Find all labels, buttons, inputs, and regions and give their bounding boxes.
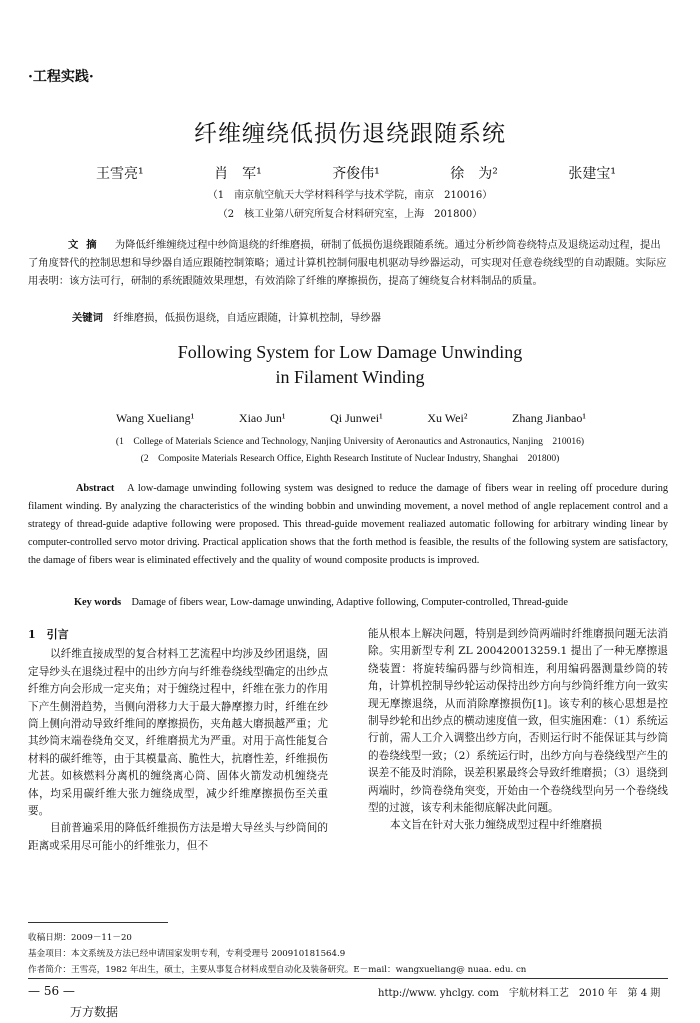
footnotes (28, 930, 668, 978)
keywords-cn-text: 纤维磨损，低损伤退绕，自适应跟随，计算机控制，导纱器 (113, 312, 381, 324)
affiliation-en: (1 College of Materials Science and Technology, Nanjing University of Aeronautics and Astronautics, Nanjing 210016) (115, 437, 585, 447)
body-column-right (368, 626, 668, 835)
journal-info: http://www. yhclgy. com 宇航材料工艺 2010 年 第 4 期 (378, 988, 661, 999)
section-heading: 1 引言 (28, 628, 69, 641)
title-chinese: 纤维缠绕低损伤退绕跟随系统 (194, 121, 506, 147)
keywords-en-label: Key words (74, 597, 122, 608)
author-cn: 齐俊伟¹ (332, 166, 380, 182)
body-column-left (28, 626, 328, 855)
watermark-text: 万方数据 (70, 1005, 119, 1019)
affiliation-cn: （2 核工业第八研究所复合材料研究室，上海 201800） (217, 209, 483, 220)
affiliation-cn: （1 南京航空航天大学材料科学与技术学院，南京 210016） (207, 190, 493, 201)
author-cn: 徐 为² (450, 166, 498, 182)
author-cn: 张建宝¹ (568, 166, 616, 182)
author-cn: 王雪亮¹ (96, 166, 144, 182)
affiliation-en: (2 Composite Materials Research Office, Eighth Research Institute of Nuclear Industry, Shanghai 201800) (140, 454, 560, 464)
footnote: 收稿日期：2009－11－20 (28, 933, 132, 943)
author-en: Qi Junwei¹ (330, 411, 383, 425)
keywords-cn-label: 关键词 (72, 312, 103, 324)
body-paragraph: 本文旨在针对大张力缠绕成型过程中纤维磨损 (390, 819, 602, 832)
abstract-en-label: Abstract (76, 483, 115, 494)
keywords-chinese (72, 309, 672, 324)
abstract-en-text: A low-damage unwinding following system was designed to reduce the damage of fibers wear in reeling off procedure during filament winding. By analyzing the characteristics of the winding bobbin and unwinding movement, a novel method of angle replacement control and a strategy of thread-guide adaptive following were proposed. This thread-guide movement realiazed automatic following for arbitrary winding linear by computer-controlled servo motor driving. Practical application shows that the forth method is feasible, the results of the following system are satisfactory, the damage of fibers wear is eliminated effectively and the quality of wound composite products is improved. (28, 483, 669, 566)
author-cn: 肖 军¹ (214, 166, 262, 182)
abstract-english (28, 480, 668, 570)
section-tag: ·工程实践· (28, 69, 94, 85)
body-paragraph: 目前普遍采用的降低纤维损伤方法是增大导丝头与纱筒间的距离或采用尽可能小的纤维张力，但不 (28, 822, 328, 852)
author-en: Xu Wei² (427, 411, 468, 425)
abstract-cn-text: 为降低纤维缠绕过程中纱筒退绕的纤维磨损，研制了低损伤退绕跟随系统。通过分析纱筒卷绕特点及退绕运动过程，提出了角度替代的控制思想和导纱器自适应跟随控制策略；通过计算机控制伺服电机驱动导纱器运动，可实现对任意卷绕线型的自动跟随。实际应用表明：该方法可行，研制的系统跟随效果理想，有效消除了纤维的摩擦损伤，提高了缠绕复合材料制品的质量。 (28, 239, 667, 287)
authors-english (116, 411, 586, 426)
footer-divider (28, 978, 668, 979)
body-paragraph: 能从根本上解决问题，特别是到纱筒两端时纤维磨损问题无法消除。实用新型专利 ZL 200420013259.1 提出了一种无摩擦退绕装置：将旋转编码器与纱筒相连，利用编码器测量纱筒的转角，计算机控制导纱轮运动保持出纱方向与纱筒纤维方向一致实现无摩擦退绕，从而消除摩擦损伤[1]。该专利的核心思想是控制导纱轮和出纱点的横动速度值一致，但实施困难：（1）系统运行前，需人工介入调整出纱方向，否则运行时不能保证其与纱筒的卷绕线型一致；（2）系统运行时，出纱方向与卷绕线型产生的误差不能及时消除，误差积累最终会导致纤维磨损；（3）退绕到两端时，纱筒卷绕角突变，开始由一个卷绕线型向另一个卷绕线型的过渡，该专利未能彻底解决此问题。 (368, 628, 668, 815)
footnote-divider (28, 922, 168, 923)
title-en-line: in Filament Winding (275, 367, 425, 387)
author-en: Wang Xueliang¹ (116, 411, 195, 425)
abstract-cn-label: 文摘 (68, 239, 105, 251)
abstract-chinese (28, 236, 668, 290)
title-english (0, 340, 700, 390)
authors-chinese (96, 163, 616, 183)
body-paragraph: 以纤维直接成型的复合材料工艺流程中均涉及纱团退绕，固定导纱头在退绕过程中的出纱方向与纤维卷绕线型确定的出纱点纤维方向会形成一定夹角；对于缠绕过程中，纤维在张力的作用下产生侧滑趋势，当侧向滑移力大于最大静摩擦力时，纤维在纱筒上侧向滑动导致纤维间的摩擦损伤，夹角越大磨损越严重；尤其纱筒末端卷绕角交叉，纤维磨损尤为严重。对用于高性能复合材料的碳纤维等，由于其模量高、脆性大，抗磨性差，纤维损伤尤甚。如核燃料分离机的缠绕离心筒、固体火箭发动机缠绕壳体，均采用碳纤维大张力缠绕成型，减少纤维摩擦损伤至关重要。 (28, 648, 328, 818)
author-en: Xiao Jun¹ (238, 411, 286, 425)
keywords-english (74, 593, 674, 608)
page-number: — 56 — (28, 984, 75, 998)
keywords-en-text: Damage of fibers wear, Low-damage unwinding, Adaptive following, Computer-controlled, Thread-guide (131, 597, 568, 608)
title-en-line: Following System for Low Damage Unwinding (177, 342, 523, 362)
author-en: Zhang Jianbao¹ (512, 411, 586, 425)
footnote: 作者简介：王雪亮，1982 年出生，硕士，主要从事复合材料成型自动化及装备研究。E－mail：wangxueliang@ nuaa. edu. cn (28, 965, 527, 975)
footnote: 基金项目：本文系统及方法已经申请国家发明专利，专利受理号 200910181564.9 (28, 949, 346, 959)
